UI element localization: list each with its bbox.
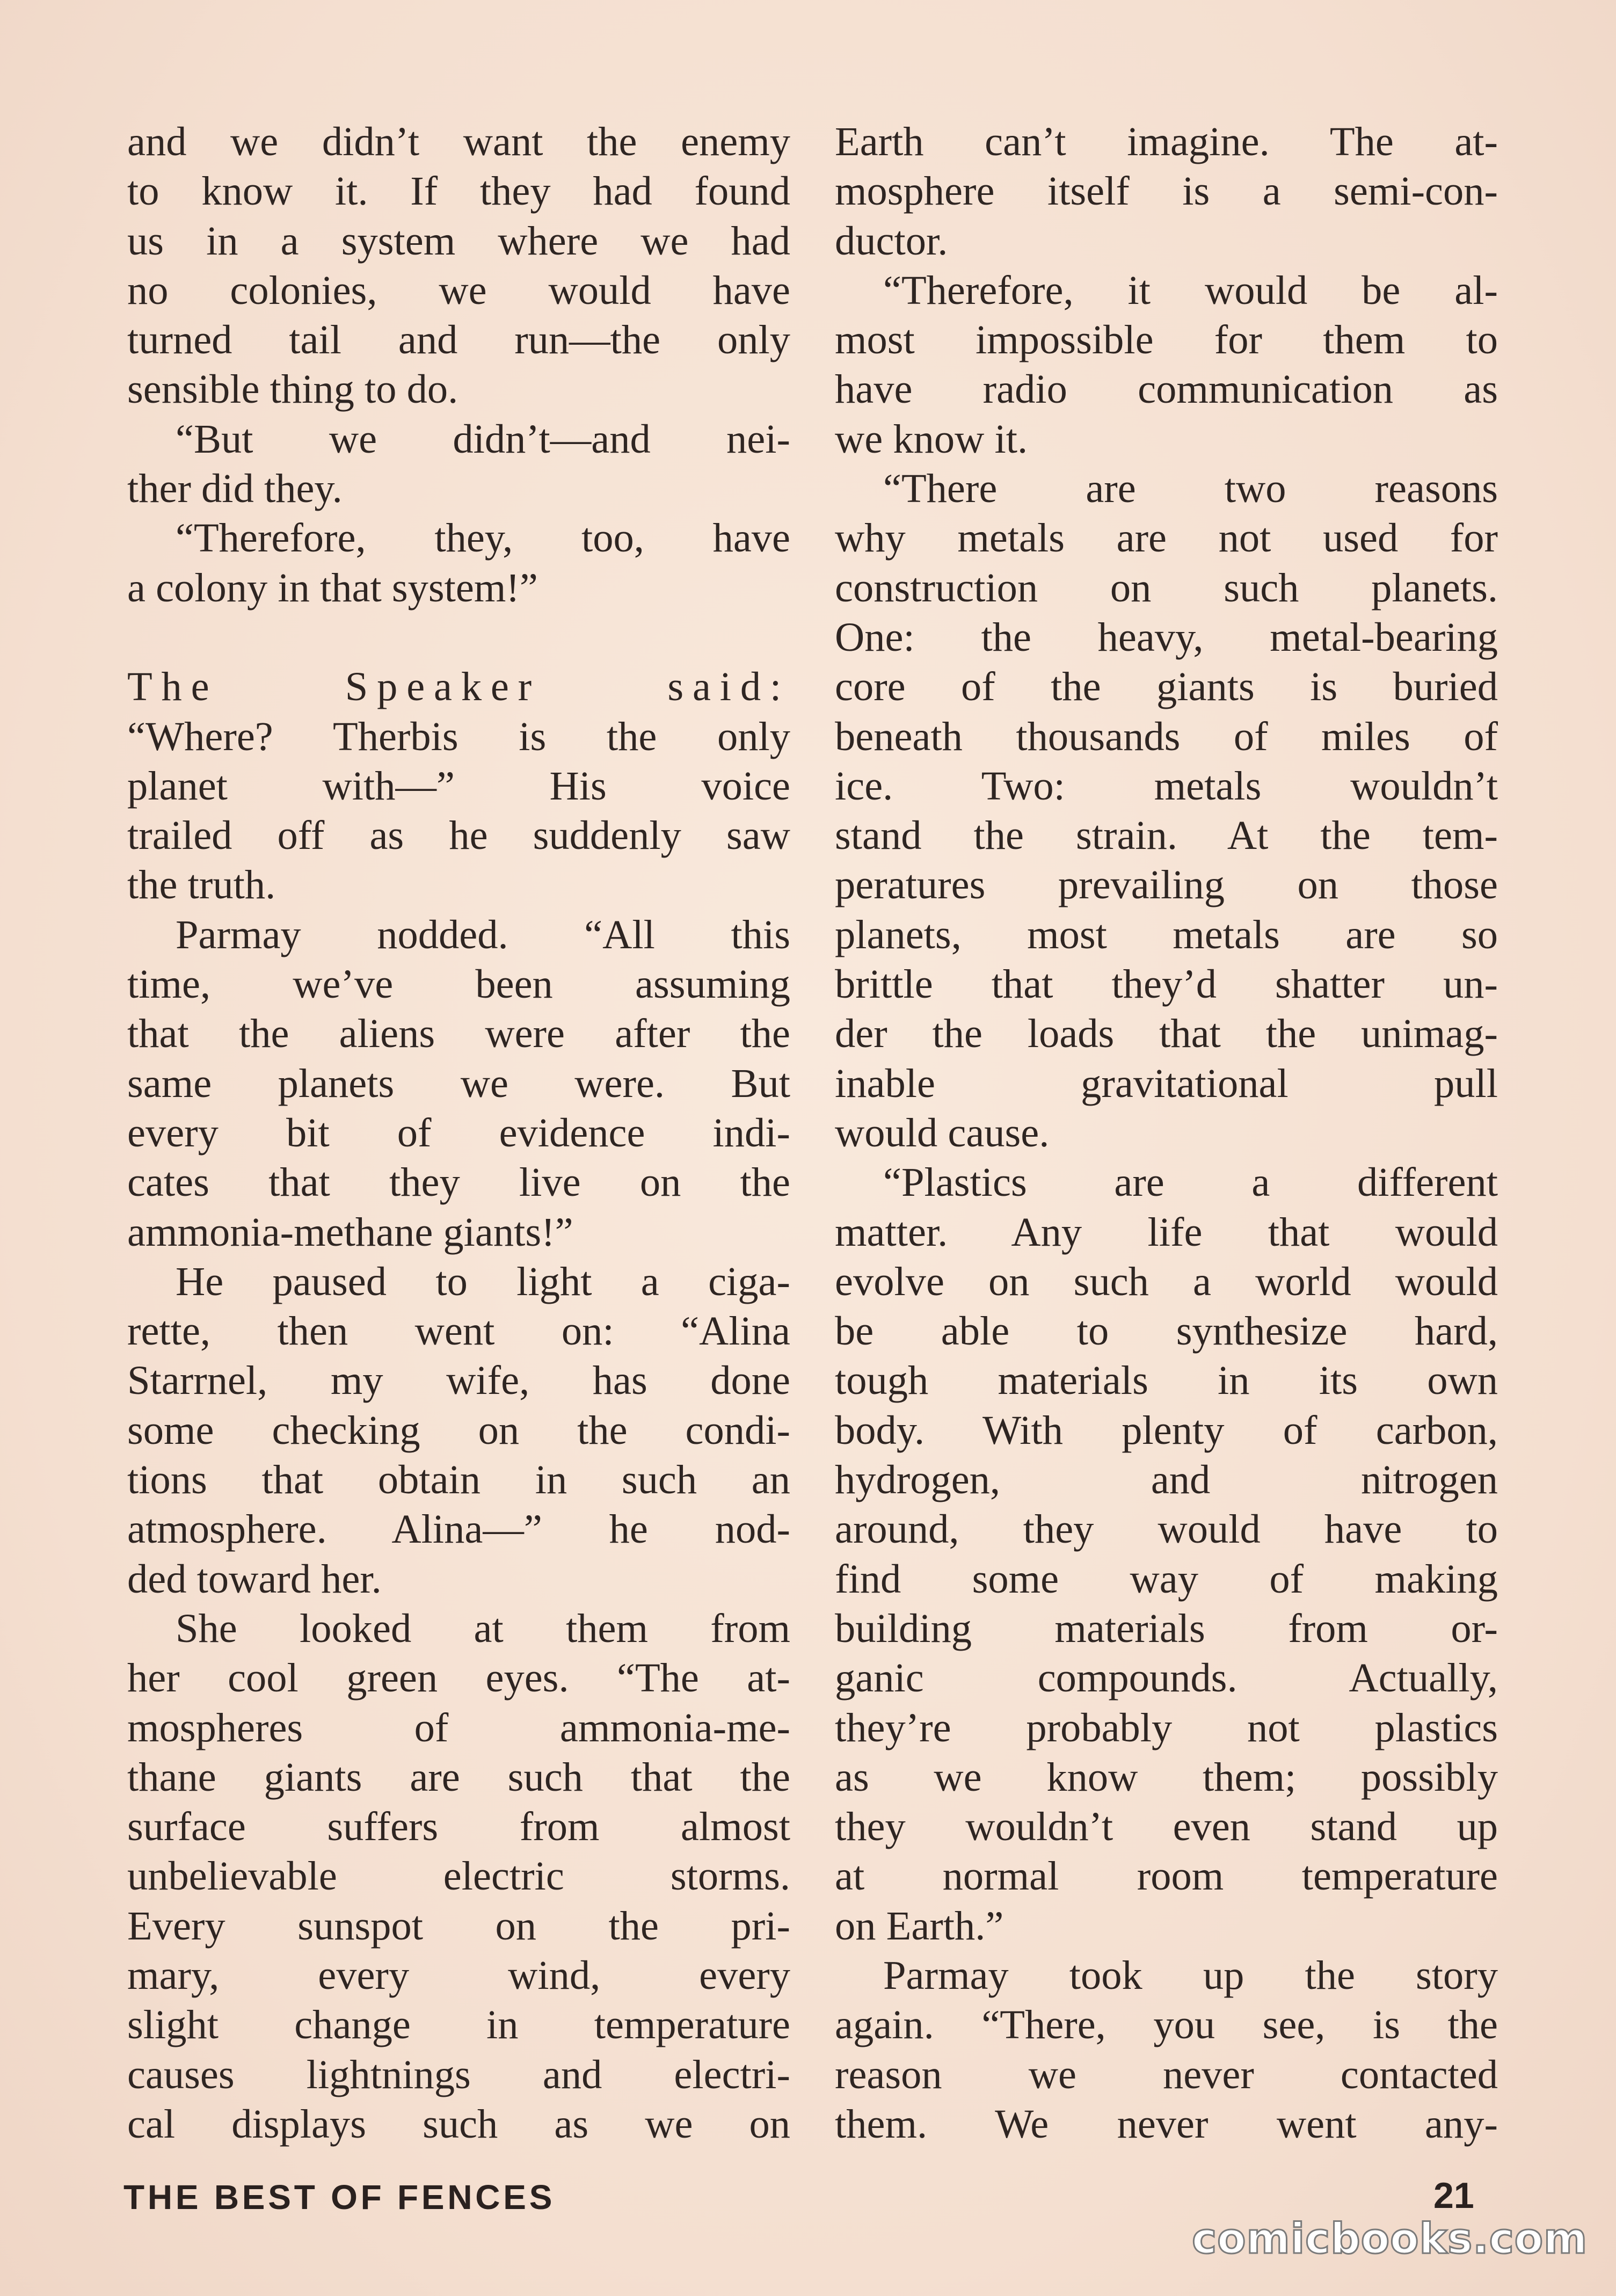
text-line: unbelievable electric storms. xyxy=(127,1853,790,1899)
text-line: cates that they live on the xyxy=(127,1159,790,1205)
text-line: every bit of evidence indi- xyxy=(127,1109,790,1156)
text-line: Parmay nodded. “All this xyxy=(176,911,790,957)
text-line: the truth. xyxy=(127,862,276,908)
text-line: again. “There, you see, is the xyxy=(835,2002,1498,2048)
text-line: sensible thing to do. xyxy=(127,366,458,412)
text-line: ther did they. xyxy=(127,466,343,512)
text-line: around, they would have to xyxy=(835,1506,1498,1552)
text-line: She looked at them from xyxy=(176,1605,790,1651)
text-line: “Plastics are a different xyxy=(883,1159,1498,1205)
right-text-column xyxy=(835,117,1498,2149)
text-line: One: the heavy, metal-bearing xyxy=(835,614,1498,660)
text-line: us in a system where we had xyxy=(127,217,790,264)
text-line: we know it. xyxy=(835,416,1028,462)
text-line: turned tail and run—the only xyxy=(127,317,790,363)
text-line: He paused to light a ciga- xyxy=(176,1258,790,1304)
text-line: ganic compounds. Actually, xyxy=(835,1655,1498,1701)
text-line: stand the strain. At the tem- xyxy=(835,812,1498,859)
text-line: evolve on such a world would xyxy=(835,1258,1498,1304)
text-line: would cause. xyxy=(835,1109,1050,1156)
text-line: be able to synthesize hard, xyxy=(835,1308,1498,1354)
text-line: The Speaker said: xyxy=(127,664,790,710)
section-break xyxy=(127,613,790,662)
text-line: causes lightnings and electri- xyxy=(127,2051,790,2097)
text-line: der the loads that the unimag- xyxy=(835,1011,1498,1057)
left-text-column xyxy=(127,117,790,2149)
text-line: Starrnel, my wife, has done xyxy=(127,1357,790,1404)
watermark: comicbooks.com xyxy=(1192,2215,1588,2263)
text-line: ice. Two: metals wouldn’t xyxy=(835,762,1498,809)
text-line: construction on such planets. xyxy=(835,564,1498,611)
text-line: on Earth.” xyxy=(835,1902,1004,1949)
text-line: time, we’ve been assuming xyxy=(127,961,790,1007)
text-line: hydrogen, and nitrogen xyxy=(835,1457,1498,1503)
text-line: a colony in that system!” xyxy=(127,564,538,611)
text-line: cal displays such as we on xyxy=(127,2101,790,2147)
text-line: mary, every wind, every xyxy=(127,1952,790,1998)
text-line: at normal room temperature xyxy=(835,1853,1498,1899)
text-line: thane giants are such that the xyxy=(127,1754,790,1800)
text-line: “Therefore, it would be al- xyxy=(883,267,1498,313)
text-line: “But we didn’t—and nei- xyxy=(176,416,790,462)
text-line: peratures prevailing on those xyxy=(835,862,1498,908)
text-line: “Therefore, they, too, have xyxy=(176,515,790,561)
text-line: Parmay took up the story xyxy=(883,1952,1498,1998)
text-line: find some way of making xyxy=(835,1556,1498,1602)
text-line: as we know them; possibly xyxy=(835,1754,1498,1800)
text-line: and we didn’t want the enemy xyxy=(127,119,790,164)
text-line: mospheres of ammonia-me- xyxy=(127,1704,790,1750)
page-number: 21 xyxy=(1433,2175,1474,2216)
text-line: body. With plenty of carbon, xyxy=(835,1407,1498,1453)
text-line: they wouldn’t even stand up xyxy=(835,1804,1498,1850)
text-line: surface suffers from almost xyxy=(127,1804,790,1850)
text-line: beneath thousands of miles of xyxy=(835,713,1498,759)
text-line: Earth can’t imagine. The at- xyxy=(835,119,1498,164)
text-line: to know it. If they had found xyxy=(127,168,790,214)
text-line: planet with—” His voice xyxy=(127,762,790,809)
text-line: tough materials in its own xyxy=(835,1357,1498,1404)
text-line: ded toward her. xyxy=(127,1556,382,1602)
text-line: most impossible for them to xyxy=(835,317,1498,363)
text-line: “There are two reasons xyxy=(883,466,1498,512)
text-line: some checking on the condi- xyxy=(127,1407,790,1453)
text-line: them. We never went any- xyxy=(835,2101,1498,2147)
text-line: tions that obtain in such an xyxy=(127,1457,790,1503)
text-line: atmosphere. Alina—” he nod- xyxy=(127,1506,790,1552)
text-line: core of the giants is buried xyxy=(835,664,1498,710)
text-line: inable gravitational pull xyxy=(835,1060,1498,1106)
text-line: have radio communication as xyxy=(835,366,1498,412)
text-line: reason we never contacted xyxy=(835,2051,1498,2097)
text-line: no colonies, we would have xyxy=(127,267,790,313)
text-line: slight change in temperature xyxy=(127,2002,790,2048)
running-footer-title: THE BEST OF FENCES xyxy=(123,2178,556,2217)
text-line: building materials from or- xyxy=(835,1605,1498,1651)
text-line: ammonia-methane giants!” xyxy=(127,1209,573,1255)
text-line: rette, then went on: “Alina xyxy=(127,1308,790,1354)
text-line: same planets we were. But xyxy=(127,1060,790,1106)
text-line: her cool green eyes. “The at- xyxy=(127,1655,790,1701)
text-line: Every sunspot on the pri- xyxy=(127,1902,790,1949)
text-line: mosphere itself is a semi-con- xyxy=(835,168,1498,214)
text-line: why metals are not used for xyxy=(835,515,1498,561)
text-line: they’re probably not plastics xyxy=(835,1704,1498,1750)
text-line: planets, most metals are so xyxy=(835,911,1498,957)
text-line: matter. Any life that would xyxy=(835,1209,1498,1255)
text-line: brittle that they’d shatter un- xyxy=(835,961,1498,1007)
text-line: ductor. xyxy=(835,217,948,264)
text-line: trailed off as he suddenly saw xyxy=(127,812,790,859)
text-line: that the aliens were after the xyxy=(127,1011,790,1057)
text-line: “Where? Therbis is the only xyxy=(127,713,790,759)
